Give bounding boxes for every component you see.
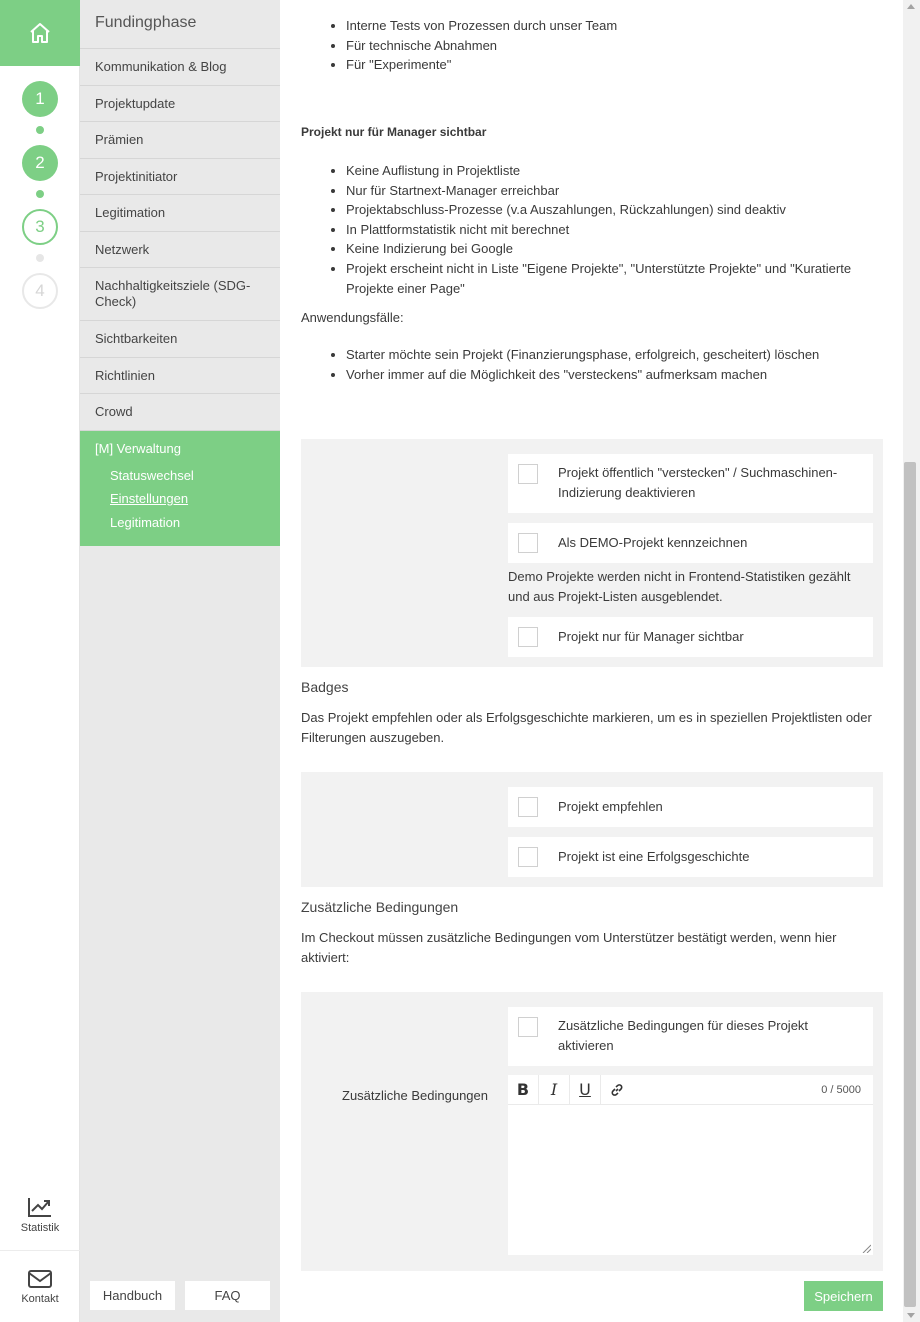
main-content — [281, 0, 903, 1322]
bullet-list-manager — [301, 161, 883, 298]
list-item: • Interne Tests von Prozessen durch unser Team — [346, 16, 883, 36]
link-button[interactable] — [601, 1075, 632, 1105]
sidebar-item-legitimation[interactable]: Legitimation — [80, 195, 280, 232]
list-item: • Projektabschluss-Prozesse (v.a Auszahlungen, Rückzahlungen) sind deaktiv — [346, 200, 883, 220]
character-counter: 0 / 5000 — [821, 1083, 861, 1096]
conditions-editor — [508, 1075, 873, 1255]
sidebar-item-sichtbarkeiten[interactable]: Sichtbarkeiten — [80, 321, 280, 358]
left-rail — [0, 0, 80, 1322]
underline-button[interactable]: U — [570, 1075, 601, 1105]
sidebar-item-praemien[interactable]: Prämien — [80, 122, 280, 159]
recommend-checkbox[interactable] — [518, 797, 538, 817]
conditions-description: Im Checkout müssen zusätzliche Bedingungen vom Unterstützer bestätigt werden, wenn hier aktiviert: — [301, 930, 837, 965]
badges-heading: Badges — [301, 679, 349, 695]
manager-only-option[interactable] — [508, 617, 873, 657]
list-item: • In Plattformstatistik nicht mit berechnet — [346, 220, 883, 240]
conditions-heading: Zusätzliche Bedingungen — [301, 899, 459, 915]
divider — [0, 1250, 80, 1251]
activate-conditions-checkbox[interactable] — [518, 1017, 538, 1037]
sidebar-item-projektinitiator[interactable]: Projektinitiator — [80, 159, 280, 196]
conditions-panel — [301, 992, 883, 1271]
list-item: • Projekt erscheint nicht in Liste "Eigene Projekte", "Unterstützte Projekte" und "Kuratierte Projekte einer Page" — [346, 259, 883, 298]
step-3[interactable]: 3 — [22, 209, 58, 245]
handbuch-button[interactable]: Handbuch — [90, 1281, 175, 1310]
demo-project-option[interactable] — [508, 523, 873, 563]
kontakt-label: Kontakt — [21, 1293, 59, 1305]
sidebar — [80, 0, 280, 1322]
scroll-up-arrow-icon[interactable] — [907, 4, 915, 9]
sidebar-footer — [90, 1281, 270, 1310]
success-story-option[interactable] — [508, 837, 873, 877]
sidebar-item-projektupdate[interactable]: Projektupdate — [80, 86, 280, 123]
statistik-button[interactable] — [0, 1180, 80, 1250]
resize-grip-icon[interactable] — [861, 1243, 871, 1253]
list-item: • Für "Experimente" — [346, 55, 883, 75]
step-2[interactable]: 2 — [22, 145, 58, 181]
bold-button[interactable]: B — [508, 1075, 539, 1105]
badges-panel — [301, 772, 883, 887]
chart-trend-icon — [27, 1196, 53, 1218]
list-item: • Starter möchte sein Projekt (Finanzierungsphase, erfolgreich, gescheitert) löschen — [346, 345, 883, 365]
demo-project-label: Als DEMO-Projekt kennzeichnen — [558, 535, 748, 550]
visibility-panel — [301, 439, 883, 667]
editor-toolbar — [508, 1075, 873, 1105]
list-item: • Nur für Startnext-Manager erreichbar — [346, 181, 883, 201]
demo-project-checkbox[interactable] — [518, 533, 538, 553]
step-1[interactable]: 1 — [22, 81, 58, 117]
list-item: • Vorher immer auf die Möglichkeit des "versteckens" aufmerksam machen — [346, 365, 883, 385]
sidebar-item-netzwerk[interactable]: Netzwerk — [80, 232, 280, 269]
sidebar-subitem-statuswechsel[interactable]: Statuswechsel — [110, 467, 194, 483]
home-icon — [28, 21, 52, 45]
save-button[interactable]: Speichern — [804, 1281, 883, 1311]
italic-button[interactable]: I — [539, 1075, 570, 1105]
manager-heading: Projekt nur für Manager sichtbar — [301, 125, 487, 139]
hide-project-option[interactable] — [508, 454, 873, 513]
manager-only-checkbox[interactable] — [518, 627, 538, 647]
faq-button[interactable]: FAQ — [185, 1281, 270, 1310]
bullet-list-use-cases — [301, 345, 883, 384]
success-story-label: Projekt ist eine Erfolgsgeschichte — [558, 849, 750, 864]
sidebar-item-nachhaltigkeitsziele[interactable]: Nachhaltigkeitsziele (SDG-Check) — [80, 268, 280, 321]
demo-note: Demo Projekte werden nicht in Frontend-Statistiken gezählt und aus Projekt-Listen ausgeblendet. — [508, 569, 851, 604]
bullet-list-test-uses — [301, 16, 883, 75]
scrollbar-thumb[interactable] — [904, 462, 916, 1307]
activate-conditions-option[interactable] — [508, 1007, 873, 1066]
mail-icon — [27, 1269, 53, 1289]
sidebar-item-crowd[interactable]: Crowd — [80, 394, 280, 431]
sidebar-item-richtlinien[interactable]: Richtlinien — [80, 358, 280, 395]
step-connector — [36, 126, 44, 134]
recommend-option[interactable] — [508, 787, 873, 827]
recommend-label: Projekt empfehlen — [558, 799, 663, 814]
statistik-label: Statistik — [20, 1222, 60, 1234]
conditions-textarea[interactable] — [508, 1105, 873, 1255]
home-button[interactable] — [0, 0, 80, 66]
sidebar-title: Fundingphase — [80, 0, 280, 49]
sidebar-group-verwaltung — [80, 431, 280, 547]
step-connector — [36, 254, 44, 262]
step-4[interactable]: 4 — [22, 273, 58, 309]
sidebar-subitem-legitimation[interactable]: Legitimation — [110, 514, 181, 530]
hide-project-checkbox[interactable] — [518, 464, 538, 484]
activate-conditions-label: Zusätzliche Bedingungen für dieses Projekt aktivieren — [558, 1018, 809, 1053]
sidebar-item-verwaltung[interactable]: [M] Verwaltung — [95, 440, 181, 456]
step-connector — [36, 190, 44, 198]
success-story-checkbox[interactable] — [518, 847, 538, 867]
link-icon — [609, 1082, 625, 1098]
manager-only-label: Projekt nur für Manager sichtbar — [558, 629, 744, 644]
kontakt-button[interactable] — [0, 1252, 80, 1322]
conditions-field-label: Zusätzliche Bedingungen — [342, 1088, 488, 1103]
badges-description: Das Projekt empfehlen oder als Erfolgsgeschichte markieren, um es in speziellen Projektlisten oder Filterungen auszugeben. — [301, 710, 872, 745]
scroll-down-arrow-icon[interactable] — [907, 1313, 915, 1318]
sidebar-subitem-einstellungen[interactable]: Einstellungen — [110, 491, 189, 507]
anwendungsfaelle-label: Anwendungsfälle: — [301, 310, 404, 325]
list-item: • Für technische Abnahmen — [346, 36, 883, 56]
hide-project-label: Projekt öffentlich "verstecken" / Suchmaschinen-Indizierung deaktivieren — [558, 465, 838, 500]
list-item: • Keine Auflistung in Projektliste — [346, 161, 883, 181]
sidebar-item-kommunikation[interactable]: Kommunikation & Blog — [80, 49, 280, 86]
list-item: • Keine Indizierung bei Google — [346, 239, 883, 259]
